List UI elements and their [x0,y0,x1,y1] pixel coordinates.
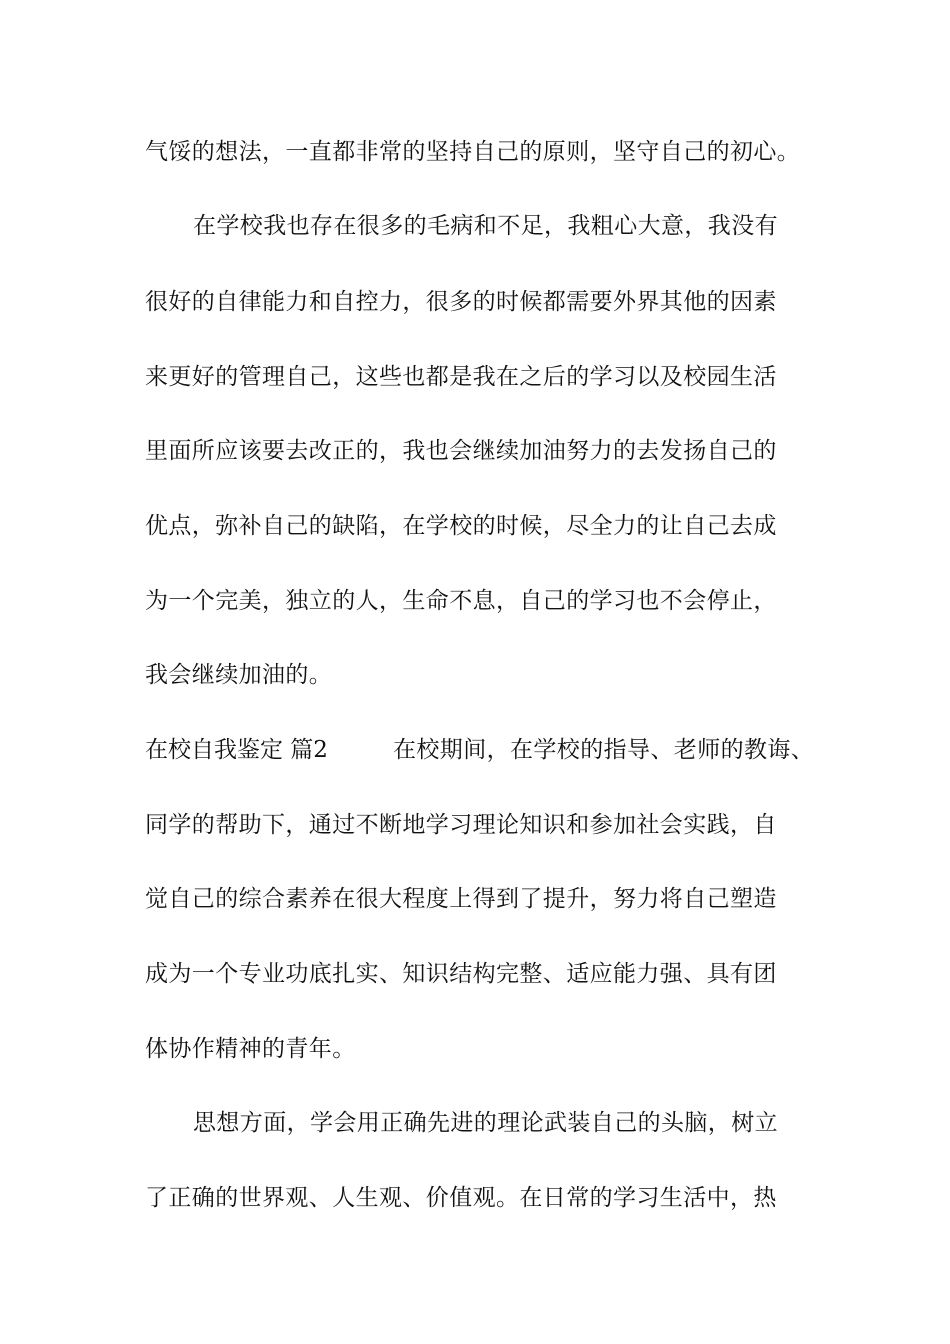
section-first-line: 在校期间，在学校的指导、老师的教诲、 [393,737,815,763]
paragraph-line: 优点，弥补自己的缺陷，在学校的时候，尽全力的让自己去成 [145,513,777,539]
paragraph-line: 了正确的世界观、人生观、价值观。在日常的学习生活中，热 [145,1185,777,1211]
section-heading: 在校自我鉴定 篇2 [145,737,328,763]
paragraph-line: 里面所应该要去改正的，我也会继续加油努力的去发扬自己的 [145,438,777,464]
paragraph-line: 成为一个专业功底扎实、知识结构完整、适应能力强、具有团 [145,961,777,987]
paragraph-line: 觉自己的综合素养在很大程度上得到了提升，努力将自己塑造 [145,886,777,912]
paragraph-line: 很好的自律能力和自控力，很多的时候都需要外界其他的因素 [145,289,777,315]
paragraph-line: 思想方面，学会用正确先进的理论武装自己的头脑，树立 [193,1110,778,1136]
paragraph-line: 同学的帮助下，通过不断地学习理论知识和参加社会实践，自 [145,812,777,838]
paragraph-line: 来更好的管理自己，这些也都是我在之后的学习以及校园生活 [145,364,777,390]
paragraph-line: 为一个完美，独立的人，生命不息，自己的学习也不会停止， [145,588,777,614]
paragraph-line: 我会继续加油的。 [145,662,333,688]
paragraph-line: 在学校我也存在很多的毛病和不足，我粗心大意，我没有 [193,213,778,239]
paragraph-line: 体协作精神的青年。 [145,1036,356,1062]
paragraph-line: 气馁的想法，一直都非常的坚持自己的原则，坚守自己的初心。 [145,139,801,165]
